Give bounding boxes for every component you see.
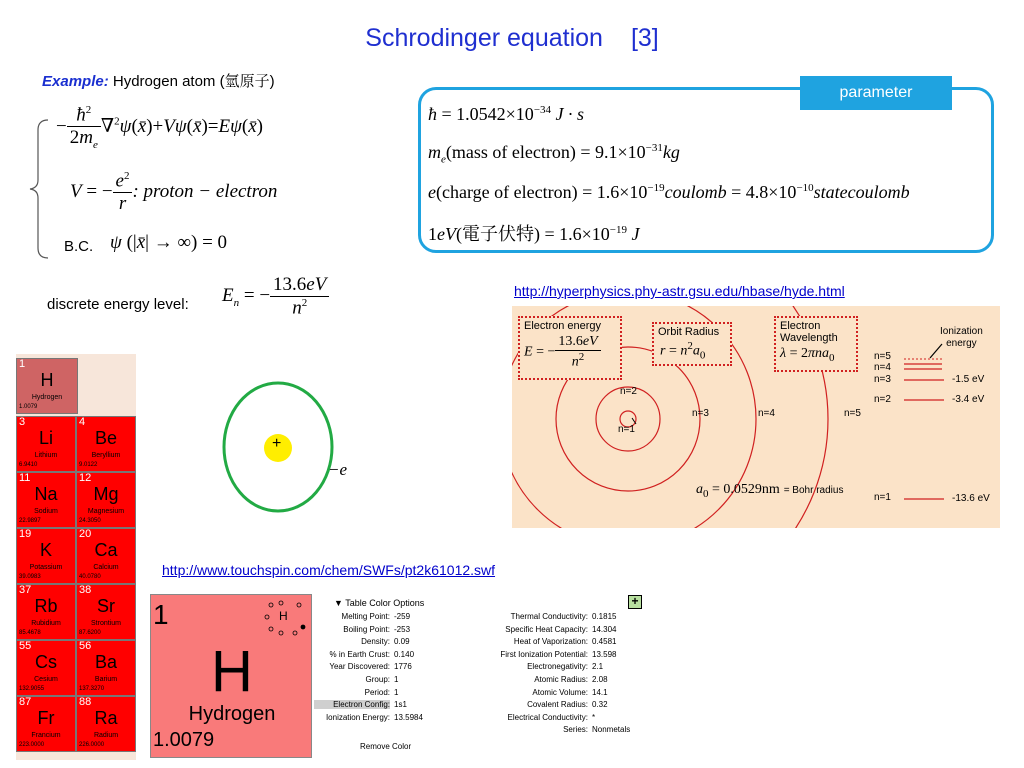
property-label: Electron Config: [314, 700, 390, 709]
title-text: Schrodinger equation [365, 24, 603, 52]
hydrogen-mini-symbol: H [279, 609, 288, 623]
element-cell-be[interactable] [76, 416, 136, 472]
element-mass: 9.0122 [79, 462, 98, 468]
element-symbol: Li [38, 428, 53, 448]
element-cell-fr[interactable] [16, 696, 76, 752]
element-symbol: Fr [37, 708, 55, 728]
bohr-radius-value: = 0.0529nm [712, 482, 780, 497]
hydrogen-name: Hydrogen [188, 703, 276, 725]
property-value: Nonmetals [592, 725, 631, 735]
property-value: 13.598 [592, 649, 617, 659]
element-number: 12 [79, 472, 92, 484]
property-value: 0.1815 [592, 612, 617, 621]
periodic-table-strip [16, 354, 136, 760]
property-value: 1 [394, 675, 399, 684]
element-symbol: Cs [35, 652, 57, 672]
element-cell-h[interactable] [16, 358, 78, 414]
element-number: 1 [19, 358, 26, 370]
ev-exponent: −19 [609, 224, 628, 236]
element-mass: 223.0000 [19, 742, 45, 748]
chevron-down-icon: ▼ [334, 598, 343, 608]
element-mass: 6.9410 [19, 462, 38, 468]
element-number: 56 [79, 640, 92, 652]
element-mass: 1.0079 [19, 404, 38, 410]
element-mass: 226.0000 [79, 742, 105, 748]
level-label-n5: n=5 [874, 351, 891, 362]
param-charge-row: e(charge of electron) = $1.6\times 10^{-19}coulomb$ = $4.8\times 10^{-10}statecoulomb$ [428, 182, 910, 202]
level-label-n1: n=1 [874, 492, 891, 503]
ionization-label: Ionization energy [940, 326, 983, 349]
element-mass: 87.6200 [79, 630, 101, 636]
touchspin-link[interactable]: http://www.touchspin.com/chem/SWFs/pt2k61012.swf [162, 562, 496, 578]
element-mass: 137.3270 [79, 686, 105, 692]
expand-plus-icon[interactable]: + [628, 595, 642, 609]
element-cell-ca[interactable] [76, 528, 136, 584]
property-value: 2.1 [592, 662, 604, 672]
property-value: 1776 [394, 662, 412, 672]
property-label: Covalent Radius: [527, 700, 588, 710]
charge-description: (charge of electron) [436, 182, 578, 202]
property-value: 14.1 [592, 687, 608, 697]
hyperphysics-link[interactable]: http://hyperphysics.phy-astr.gsu.edu/hbase/hyde.html [514, 283, 845, 299]
property-label: Series: [563, 725, 588, 735]
property-value: -259 [394, 612, 411, 621]
example-text: Hydrogen atom (氫原子) [112, 73, 275, 90]
ev-unit: J [631, 224, 640, 244]
charge-value-2: = 4.8×10 [731, 182, 797, 202]
property-value: 13.5984 [394, 712, 423, 722]
system-brace [28, 118, 50, 260]
electron-wavelength-box [774, 316, 858, 372]
element-symbol: Ra [94, 708, 118, 728]
property-value: 14.304 [592, 624, 617, 634]
orbit-radius-formula: $r = n^2a_0$ [660, 340, 706, 362]
element-symbol: Sr [97, 596, 115, 616]
hydrogen-properties [312, 594, 652, 758]
element-mass: 85.4678 [19, 630, 41, 636]
param-ev-row: 1eV(電子伏特) = $1.6\times 10^{-19}$ J [428, 224, 640, 244]
element-symbol: Na [34, 484, 58, 504]
orbit-radius-title: Orbit Radius [658, 326, 720, 338]
element-name: Rubidium [31, 620, 61, 627]
level-label-n3: n=3 [874, 374, 891, 385]
charge-unit-coulomb: coulomb [664, 182, 727, 202]
ev-value: = 1.6×10 [544, 224, 610, 244]
element-mass: 24.3050 [79, 518, 101, 524]
parameter-tab: parameter [800, 76, 952, 110]
hydrogen-symbol: H [211, 639, 253, 704]
element-number: 3 [19, 416, 26, 428]
element-cell-na[interactable] [16, 472, 76, 528]
orbit-label-n4: n=4 [758, 408, 775, 419]
element-cell-rb[interactable] [16, 584, 76, 640]
orbit-radius-box [652, 322, 732, 366]
element-symbol: Ca [94, 540, 118, 560]
hydrogen-atomic-number: 1 [153, 599, 169, 630]
element-cell-ba[interactable] [76, 640, 136, 696]
mass-description: (mass of electron) [445, 142, 576, 162]
remove-color-button[interactable]: Remove Color [360, 742, 412, 751]
element-cell-cs[interactable] [16, 640, 76, 696]
element-name: Barium [94, 676, 118, 683]
orbit-label-n5: n=5 [844, 408, 861, 419]
property-label: Melting Point: [341, 612, 390, 621]
electron-wavelength-formula: λ = 2πna$_0$ [780, 346, 835, 364]
element-mass: 22.9897 [19, 518, 41, 524]
property-label: First Ionization Potential: [500, 649, 588, 659]
element-cell-k[interactable] [16, 528, 76, 584]
property-value: 0.32 [592, 700, 608, 710]
element-name: Radium [93, 732, 119, 739]
property-value: 0.4581 [592, 637, 617, 647]
property-label: Atomic Volume: [532, 687, 588, 697]
energy-label-n3: -1.5 eV [952, 374, 985, 385]
mass-unit: kg [662, 142, 680, 162]
element-name: Lithium [34, 452, 58, 459]
element-number: 87 [19, 696, 32, 708]
element-name: Sodium [34, 508, 58, 515]
element-name: Hydrogen [31, 394, 63, 401]
property-value: * [592, 712, 596, 722]
bc-label: B.C. [64, 238, 94, 255]
element-name: Magnesium [87, 508, 125, 515]
property-label: Electronegativity: [527, 662, 588, 672]
page-title [0, 24, 1024, 53]
element-name: Strontium [91, 620, 121, 627]
element-number: 88 [79, 696, 92, 708]
element-name: Calcium [93, 564, 119, 571]
element-symbol: Rb [34, 596, 58, 616]
element-number: 4 [79, 416, 86, 428]
element-number: 38 [79, 584, 92, 596]
property-label: Atomic Radius: [534, 675, 588, 684]
table-color-options-label: Table Color Options [345, 598, 425, 608]
property-label: Period: [364, 687, 390, 697]
element-symbol: Mg [93, 484, 119, 504]
property-label: Year Discovered: [329, 662, 390, 672]
mass-exponent: −31 [645, 142, 663, 154]
energy-label-n1: -13.6 eV [952, 493, 990, 504]
charge-exponent-2: −10 [796, 182, 814, 194]
table-color-options[interactable] [334, 598, 424, 608]
charge-unit-statecoulomb: statecoulomb [813, 182, 910, 202]
hbar-unit: J · s [555, 104, 585, 124]
property-value: 1s1 [394, 700, 407, 710]
hydrogen-mass: 1.0079 [153, 729, 215, 751]
atom-diagram [218, 380, 358, 520]
element-mass: 39.0983 [19, 574, 41, 580]
element-symbol: Be [94, 428, 118, 448]
element-cell-mg[interactable] [76, 472, 136, 528]
title-reference: [3] [630, 24, 659, 52]
property-label: Density: [361, 637, 390, 647]
example-label: Example: [42, 73, 109, 90]
orbit-label-n3: n=3 [692, 408, 709, 419]
property-value: 1 [394, 687, 399, 697]
element-number: 19 [19, 528, 32, 540]
hydrogen-detail-panel [150, 594, 652, 758]
hbar-exponent: −34 [533, 104, 552, 116]
orbit-label-n2: n=2 [620, 386, 637, 397]
charge-value: = 1.6×10 [582, 182, 648, 202]
potential-equation: V = − $\frac{e^2}{r}$ : proton − electron [70, 170, 278, 215]
property-value: -253 [394, 624, 411, 634]
element-cell-sr[interactable] [76, 584, 136, 640]
element-symbol: Ba [94, 652, 118, 672]
schrodinger-equation: − $\frac{ħ^2}{2m_e}$ ∇$^2$ψ(x̄)+Vψ(x̄)=Eψ(x̄) [56, 104, 263, 152]
bohr-radius-text: $a_0 = 0.0529nm$ = Bohr radius [696, 482, 844, 500]
property-label: Group: [365, 675, 390, 684]
potential-text: : proton − electron [132, 181, 278, 203]
property-label: Heat of Vaporization: [513, 637, 588, 647]
orbit-label-n1: n=1 [618, 424, 635, 435]
property-label: Ionization Energy: [325, 712, 390, 722]
property-label: Boiling Point: [343, 624, 390, 634]
electron-energy-formula: E = − $\frac{13.6eV}{n^2}$ [520, 334, 620, 371]
param-mass-row: $m_e(mass$ of electron) = $9.1\times 10^{-31}kg$ [428, 142, 680, 166]
mass-value: = 9.1×10 [580, 142, 646, 162]
proton-sign: + [272, 435, 282, 452]
element-name: Francium [31, 732, 61, 739]
level-label-n4: n=4 [874, 362, 891, 373]
property-value: 0.09 [394, 637, 410, 647]
electron-label: −e [328, 460, 348, 479]
example-heading [42, 70, 275, 91]
element-number: 55 [19, 640, 32, 652]
element-number: 20 [79, 528, 92, 540]
param-hbar-row: ħ = $1.0542\times 10^{-34}$ J · s [428, 104, 585, 124]
element-mass: 40.0780 [79, 574, 101, 580]
property-label: Electrical Conductivity: [507, 712, 588, 722]
hbar-value: 1.0542×10 [456, 104, 534, 124]
element-mass: 132.9055 [19, 686, 45, 692]
hydrogen-element-card [150, 594, 312, 758]
discrete-energy-label: discrete energy level: [47, 296, 189, 313]
element-name: Beryllium [91, 452, 121, 459]
charge-exponent: −19 [647, 182, 665, 194]
property-label: % in Earth Crust: [329, 649, 390, 659]
property-value: 2.08 [592, 675, 608, 684]
property-label: Thermal Conductivity: [510, 612, 588, 621]
ev-description: (電子伏特) [455, 224, 540, 244]
element-name: Cesium [34, 676, 58, 683]
bohr-model-figure [512, 306, 1000, 528]
element-symbol: K [39, 540, 52, 560]
boundary-condition: ψ (|x̄| → ∞) = 0 [110, 232, 228, 253]
electron-wavelength-title: Electron Wavelength [780, 320, 838, 344]
element-cell-ra[interactable] [76, 696, 136, 752]
element-name: Potassium [29, 564, 63, 571]
energy-level-equation: $E_n$ = − $\frac{13.6eV}{n^2}$ [222, 274, 329, 319]
property-label: Specific Heat Capacity: [505, 624, 588, 634]
electron-energy-title: Electron energy [524, 320, 602, 332]
level-label-n2: n=2 [874, 394, 891, 405]
element-cell-li[interactable] [16, 416, 76, 472]
element-number: 37 [19, 584, 32, 596]
energy-label-n2: -3.4 eV [952, 394, 985, 405]
element-number: 11 [19, 472, 31, 484]
element-symbol: H [40, 370, 54, 390]
electron-energy-box [518, 316, 622, 380]
property-value: 0.140 [394, 649, 415, 659]
bohr-radius-label: = Bohr radius [783, 485, 844, 496]
